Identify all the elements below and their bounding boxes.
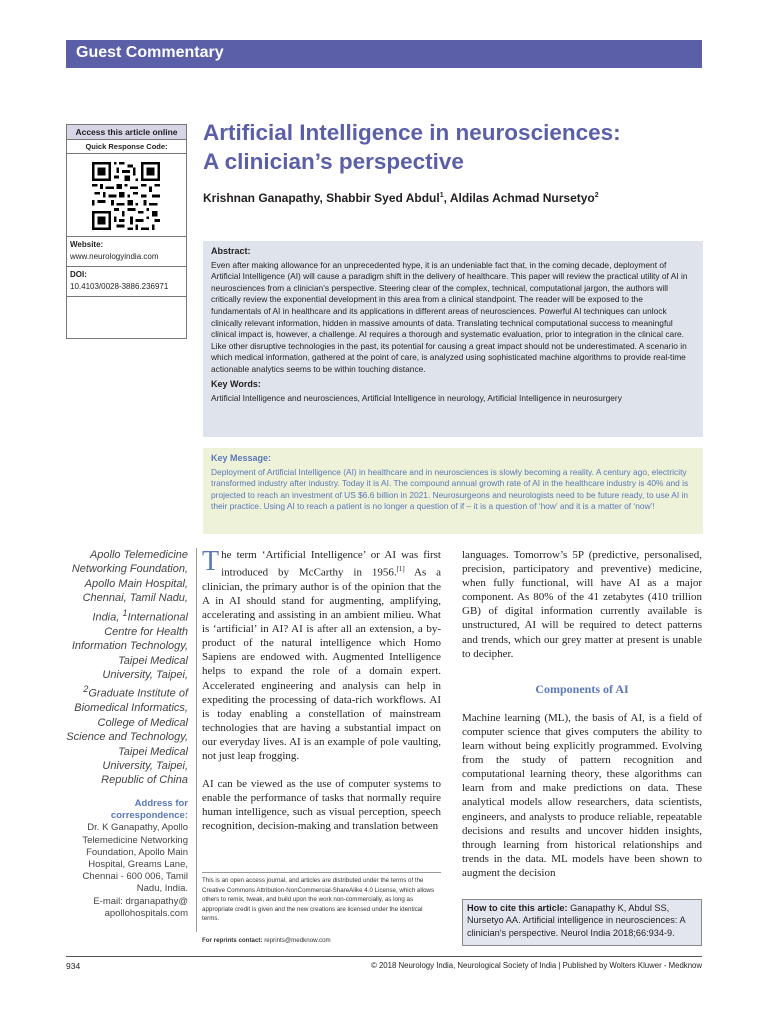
affiliation-1: International Centre for Health Information Technology, Taipei Medical University, Taipei, [71,611,188,681]
reprints-contact [202,937,331,944]
website-link[interactable]: www.neurologyindia.com [70,252,159,261]
body-column-1 [202,548,441,833]
qr-code-icon [92,162,160,230]
paragraph-2: AI can be viewed as the use of computer systems to enable the performance of tasks that normally require human intelligence, such as visual perception, speech recognition, decision-making and translation between [202,778,441,833]
qr-label: Quick Response Code: [67,140,186,154]
reprints-email[interactable]: reprints@medknow.com [262,937,331,944]
paragraph-4: Machine learning (ML), the basis of AI, is a field of computer science that gives computers the ability to learn without being explicitly programmed. Evolving from the study of pattern recognition and computational learning theory, these algorithms can learn from and make predictions on data. These analytical models allow researchers, data scientists, engineers, and analysts to produce reliable, repeatable decisions and results and uncover hidden insights, through learning from historical relationships and trends in the data. ML models have been shown to augment the decision [462,711,702,879]
author-sup-2: 2 [594,192,599,199]
correspondence-label: Address for correspondence: [110,798,188,822]
authors-part-2: , Aldilas Achmad Nursetyo [443,191,595,205]
title-line-1: Artificial Intelligence in neurosciences: [203,120,621,145]
affiliation-sup-1: 1 [122,607,128,618]
paragraph-1-b: As a clinician, the primary author is of the opinion that the A in AI should stand for augmenting, amplifying, accelerating and assisting in an ambient milieu. What is ‘artificial’ in AI? AI is after all an extension, a by-product of the natural intelligence which Homo Sapiens are endowed with. Augmented Intelligence helps to expand the role of a domain expert. Accelerated engineering and analysis can help in expediting the processing of data-rich workflows. AI is today enabling a constellation of mainstream technologies that are having a substantial impact on our everyday lives. AI is an example of pole vaulting, not just leap frogging. [202,566,442,762]
footer-copyright: © 2018 Neurology India, Neurological Society of India | Published by Wolters Kluwer - Medknow [371,961,702,970]
footer-divider [66,956,702,957]
body-column-2 [462,548,702,880]
citation-text: Ganapathy K, Abdul SS, Nursetyo AA. Artificial intelligence in neurosciences: A clinician’s perspective. Neurol India 2018;66:934-9. [467,903,686,938]
key-message-label: Key Message: [211,453,272,463]
abstract-box [203,241,703,437]
abstract-label: Abstract: [211,246,251,256]
section-banner [66,40,702,68]
column-divider [196,548,197,932]
citation-label: How to cite this article: [467,903,568,913]
authors-part-1: Krishnan Ganapathy, Shabbir Syed Abdul [203,191,440,205]
reference-link[interactable]: [1] [396,565,405,574]
qr-code-box [67,154,186,237]
doi-block [67,267,186,297]
article-title [203,118,713,176]
affiliation-2: Graduate Institute of Biomedical Informatics, College of Medical Science and Technology, Taipei Medical University, Taipei, Republic of China [66,687,188,787]
affiliations [66,548,188,788]
affiliation-sup-2: 2 [83,684,89,695]
page-number: 934 [66,961,81,971]
reprints-label: For reprints contact: [202,937,263,944]
affiliation-0: Apollo Telemedicine Networking Foundation, Apollo Main Hospital, Chennai, Tamil Nadu, India, [71,549,188,624]
drop-cap: T [202,546,220,577]
open-access-divider [202,872,441,873]
doi-label: DOI: [70,270,87,279]
correspondence-email[interactable]: E-mail: drganapathy@ apollohospitals.com [93,895,188,919]
open-access-notice: This is an open access journal, and articles are distributed under the terms of the Creative Commons Attribution-NonCommercial-ShareAlike 4.0 License, which allows others to remix, tweak, and build upon the work non-commercially, as long as appropriate credit is given and the new creations are licensed under the identical terms. [202,877,435,923]
access-box [66,124,187,339]
key-message-text: Deployment of Artificial Intelligence (AI) in healthcare and in neurosciences is slowly becoming a reality. A century ago, electricity transformed industry after industry. Today it is AI. The compound annual growth rate of AI in the healthcare industry is 40% and is projected to reach an investment of US $6.6 billion in 2021. Neurosurgeons and neurologists need to be future ready, to use AI in their practice. Using AI to reach a patient is no longer a question of if – it is a question of ‘how’ and it is a matter of ‘now’! [211,466,689,512]
paragraph-1-a: he term ‘Artificial Intelligence’ or AI was first introduced by McCarthy in 1956. [221,549,441,579]
author-list [203,191,723,205]
paragraph-3: languages. Tomorrow’s 5P (predictive, personalised, precision, participatory and preventive) medicine, when fully functional, will have AI as a major component. As 80% of the 41 zetabytes (410 trillion GB) of digital information currently available is unstructured, AI will be required to detect patterns and trends, which our grey matter at present is unable to decipher. [462,549,702,660]
paragraph-1 [202,548,441,763]
author-sup-1: 1 [439,192,444,199]
website-block [67,237,186,267]
website-label: Website: [70,240,104,249]
section-heading: Components of AI [535,681,629,696]
keywords-text: Artificial Intelligence and neurosciences, Artificial Intelligence in neurology, Artificial Intelligence in neurosurgery [211,393,622,404]
access-title: Access this article online [67,125,186,140]
correspondence-text: Dr. K Ganapathy, Apollo Telemedicine Networking Foundation, Apollo Main Hospital, Greams Lane, Chennai - 600 006, Tamil Nadu, India. [82,822,188,895]
abstract-text: Even after making allowance for an unprecedented hype, it is an undeniable fact that, in the coming decade, deployment of Artificial Intelligence (AI) will cause a paradigm shift in the delivery of healthcare. This paper will review the practical utility of AI in neurosciences from a clinician’s perspective. Steering clear of the complex, technical, computational jargon, the authors will critically review the exponential development in this area from a clinical standpoint. The reader will be exposed to the fundamentals of AI in healthcare and its applications in different areas of neurosciences. Powerful AI techniques can unlock clinically relevant information, hidden in massive amounts of data. Translating technical computational success to meaningful clinical impact is, however, a challenge. AI requires a thorough and systematic evaluation, prior to integration in the clinical care. Like other disruptive technologies in the past, its potential for causing a great impact should not be underestimated. A scenario in which medical information, gathered at the point of care, is analyzed using sophisticated machine algorithms to provide real-time actionable analytics seems to be within touching distance. [211,259,688,374]
title-line-2: A clinician’s perspective [203,149,464,174]
doi-value: 10.4103/0028-3886.236971 [70,282,169,291]
key-message-box [203,448,703,534]
correspondence [66,798,188,920]
citation-box [462,899,702,946]
section-title: Guest Commentary [76,44,224,61]
keywords-label: Key Words: [211,378,261,389]
